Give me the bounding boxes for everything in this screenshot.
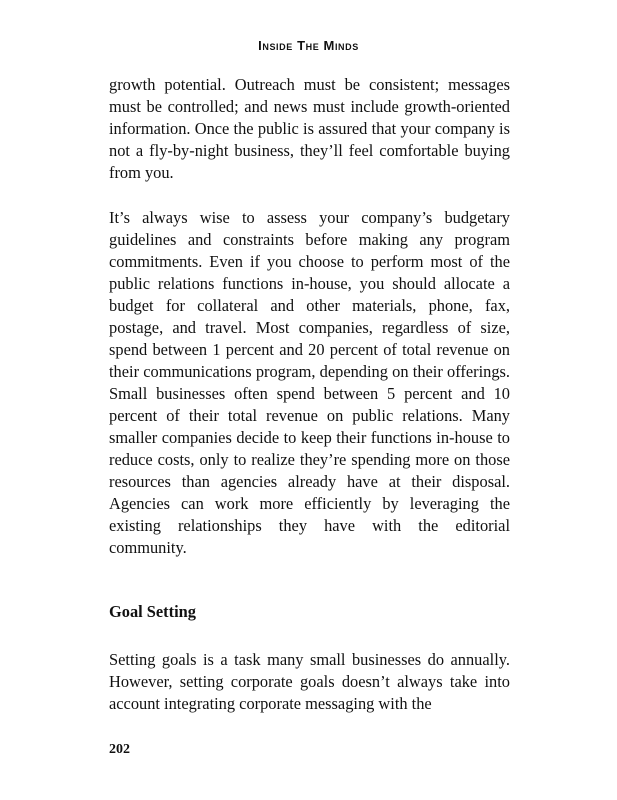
- body-paragraph: It’s always wise to assess your company’s budgetary guidelines and constraints before making any program commitments. Even if you choose to perform most of the public relations functions in-house, you should allocate a budget for collateral and other materials, phone, fax, postage, and travel. Most companies, regardless of size, spend between 1 percent and 20 percent of total revenue on their communications program, depending on their offerings. Small businesses often spend between 5 percent and 10 percent of their total revenue on public relations. Many smaller companies decide to keep their functions in-house to reduce costs, only to realize they’re spending more on those resources than agencies already have at their disposal. Agencies can work more efficiently by leveraging the existing relationships they have with the editorial community.: [109, 208, 510, 557]
- page-number: 202: [109, 742, 130, 757]
- section-heading: Goal Setting: [109, 602, 196, 621]
- body-paragraph: Setting goals is a task many small businesses do annually. However, setting corporate goals doesn’t always take into account integrating corporate messaging with the: [109, 650, 510, 713]
- running-header: Inside The Minds: [258, 38, 359, 53]
- body-paragraph: growth potential. Outreach must be consistent; messages must be controlled; and news must include growth-oriented information. Once the public is assured that your company is not a fly-by-night business, they’ll feel comfortable buying from you.: [109, 75, 510, 182]
